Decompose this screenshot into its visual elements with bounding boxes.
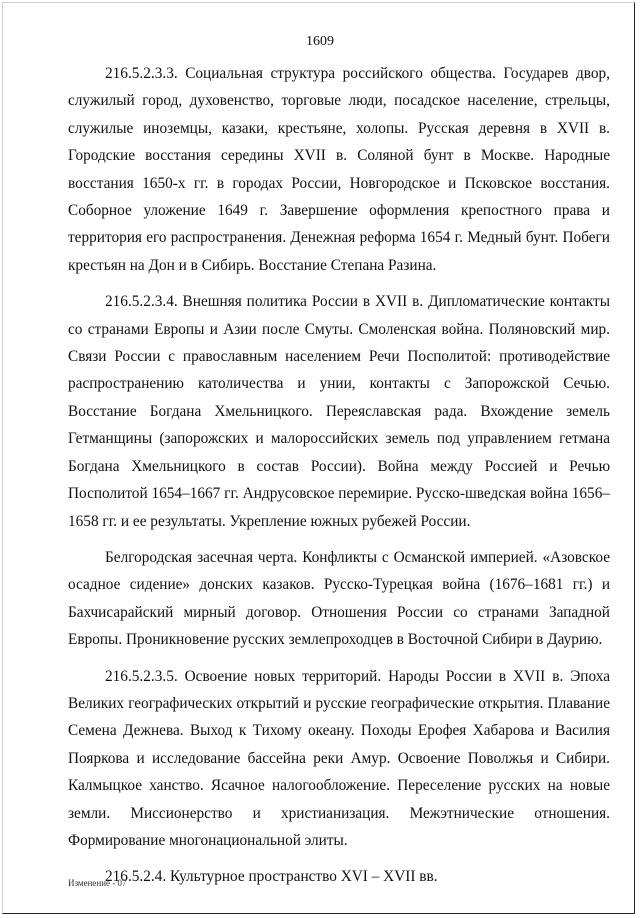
paragraph-social-structure: 216.5.2.3.3. Социальная структура российского общества. Государев двор, служилый город, духовенство, торговые люди, посадское население, стрельцы, служилые иноземцы, казаки, крестьяне, холопы. Русская деревня в XVII в. Городские восстания середины XVII в. Соляной бунт в Москве. Народные восстания 1650-х гг. в городах России, Новгородское и Псковское восстания. Соборное уложение 1649 г. Завершение оформления крепостного права и территория его распространения. Денежная реформа 1654 г. Медный бунт. Побеги крестьян на Дон и в Сибирь. Восстание Степана Разина. — [68, 65, 610, 274]
document-body — [68, 60, 610, 891]
paragraph-belgorod-line: Белгородская засечная черта. Конфликты с Османской империей. «Азовское осадное сидение» донских казаков. Русско-Турецкая война (1676–1681 гг.) и Бахчисарайский мирный договор. Отношения России со странами Западной Европы. Проникновение русских землепроходцев в Восточной Сибири в Даурию. — [68, 548, 610, 649]
page-number: 1609 — [306, 34, 334, 49]
paragraph-foreign-policy: 216.5.2.3.4. Внешняя политика России в XVII в. Дипломатические контакты со странами Европы и Азии после Смуты. Смоленская война. Поляновский мир. Связи России с православным населением Речи Посполитой: противодействие распространению католичества и унии, контакты с Запорожской Сечью. Восстание Богдана Хмельницкого. Переяславская рада. Вхождение земель Гетманщины (запорожских и малороссийских земель под управлением гетмана Богдана Хмельницкого в состав России). Война между Россией и Речью Посполитой 1654–1667 гг. Андрусовское перемирие. Русско-шведская война 1656–1658 гг. и ее результаты. Укрепление южных рубежей России. — [68, 293, 610, 530]
paragraph-cultural-space: 216.5.2.4. Культурное пространство XVI – XVII вв. — [105, 868, 438, 886]
paragraph-new-territories: 216.5.2.3.5. Освоение новых территорий. Народы России в XVII в. Эпоха Великих географических открытий и русские географические открытия. Плавание Семена Дежнева. Выход к Тихому океану. Походы Ерофея Хабарова и Василия Пояркова и исследование бассейна реки Амур. Освоение Поволжья и Сибири. Калмыцкое ханство. Ясачное налогообложение. Переселение русских на новые земли. Миссионерство и христианизация. Межэтнические отношения. Формирование многонациональной элиты. — [68, 667, 610, 849]
footer-revision-note: Изменение - 07 — [68, 878, 127, 888]
